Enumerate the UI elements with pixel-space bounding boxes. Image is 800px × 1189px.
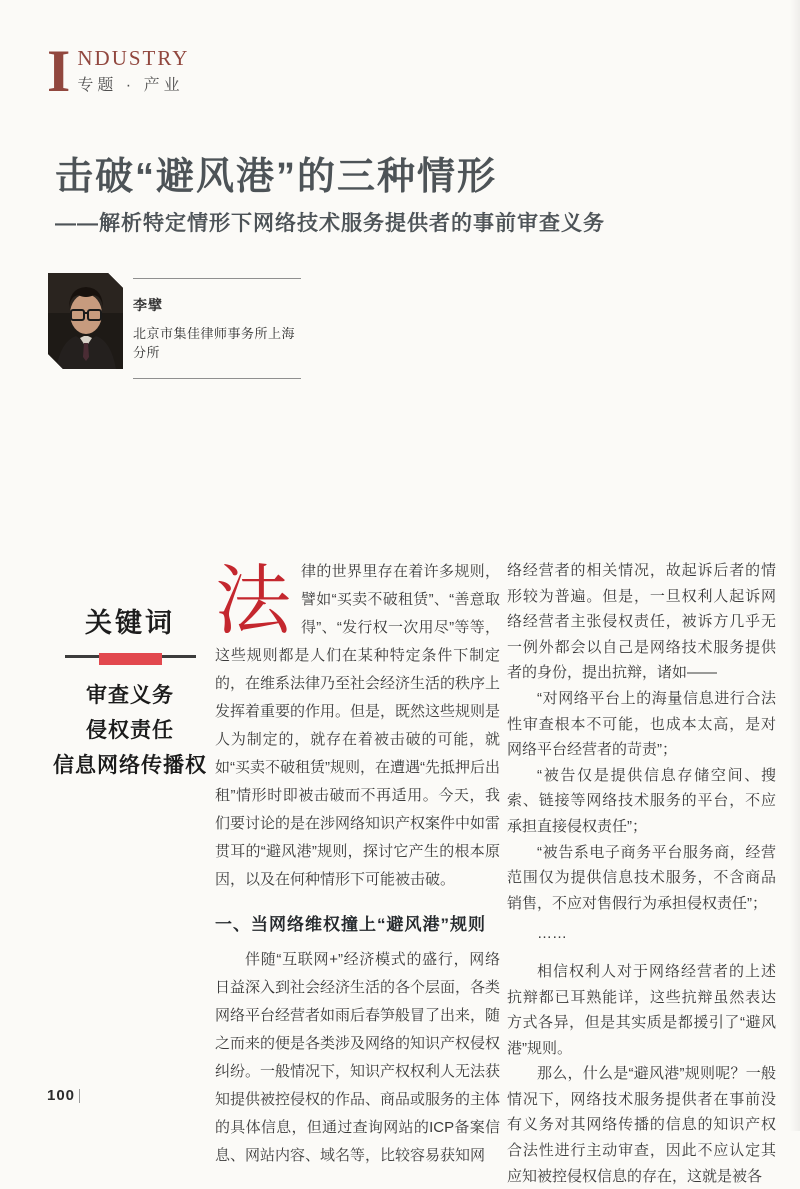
body-paragraph: 那么，什么是“避风港”规则呢？一般情况下，网络技术服务提供者在事前没有义务对其网络传播的信息的知识产权合法性进行主动审查，因此不应认定其应知被控侵权信息的存在，这就是被各 [507, 1065, 776, 1185]
body-paragraph: 伴随“互联网+”经济模式的盛行，网络日益深入到社会经济生活的各个层面，各类网络平台经营者如雨后春笋般冒了出来，随之而来的便是各类涉及网络的知识产权侵权纠纷。一般情况下，知识产权权利人无法获知提供被控侵权的作品、商品或服务的主体的具体信息，但通过查询网站的ICP备案信息、网站内容、域名等，比较容易获知网 [215, 951, 501, 1164]
keyword-item: 侵权责任 [86, 719, 174, 742]
ellipsis-line: …… [537, 925, 567, 943]
article-column-2 [507, 558, 776, 1189]
keywords-list [52, 678, 208, 783]
article-column-1 [215, 558, 500, 1170]
author-info [133, 278, 303, 379]
scan-edge-shading [790, 0, 800, 1131]
quote-paragraph: “被告仅是提供信息存储空间、搜索、链接等网络技术服务的平台，不应承担直接侵权责任”； [507, 766, 776, 835]
masthead-section-cn: 专题 · 产业 [77, 77, 184, 94]
masthead-initial: I [47, 38, 71, 104]
lead-paragraph [215, 558, 500, 894]
article-title: 击破“避风港”的三种情形 [55, 156, 498, 198]
keywords-rule [52, 650, 208, 666]
page-number-value: 100 [47, 1087, 76, 1104]
page-number [47, 1087, 80, 1104]
masthead [47, 38, 190, 104]
author-affiliation: 北京市集佳律师事务所上海分所 [133, 326, 296, 360]
keywords-rule-red-accent [99, 653, 162, 665]
masthead-text-block [77, 42, 189, 95]
quote-paragraph: “被告系电子商务平台服务商，经营范围仅为提供信息技术服务，不含商品销售，不应对售假行为承担侵权责任”； [507, 843, 776, 912]
dropcap-character: 法 [215, 560, 291, 644]
author-portrait-graphic [48, 273, 123, 369]
author-rule-top [133, 278, 301, 279]
author-rule-bottom [133, 378, 301, 379]
author-photo [48, 273, 123, 369]
section-heading: 一、当网络维权撞上“避风港”规则 [215, 915, 486, 934]
article-subtitle: ——解析特定情形下网络技术服务提供者的事前审查义务 [55, 212, 605, 235]
author-name: 李擘 [133, 297, 163, 313]
page-number-divider [79, 1089, 80, 1103]
keywords-heading: 关键词 [85, 608, 175, 638]
article-title-block [55, 155, 755, 237]
body-paragraph-continued: 络经营者的相关情况，故起诉后者的情形较为普遍。但是，一旦权利人起诉网络经营者主张侵权责任，被诉方几乎无一例外都会以自己是网络技术服务提供者的身份，提出抗辩，诸如—— [507, 562, 776, 682]
keywords-sidebar [52, 601, 208, 783]
keyword-item: 审查义务 [86, 684, 174, 707]
lead-paragraph-text: 律的世界里存在着许多规则，譬如“买卖不破租赁”、“善意取得”、“发行权一次用尽”等等，这些规则都是人们在某种特定条件下制定的，在维系法律乃至社会经济生活的秩序上发挥着重要的作用。但是，既然这些规则是人为制定的，就存在着被击破的可能，就如“买卖不破租赁”规则，在遭遇“先抵押后出租”情形时即被击破而不再适用。今天，我们要讨论的是在涉网络知识产权案件中如雷贯耳的“避风港”规则，探讨它产生的根本原因，以及在何种情形下可能被击破。 [215, 563, 501, 888]
masthead-section-en: NDUSTRY [77, 46, 190, 70]
keyword-item: 信息网络传播权 [53, 754, 207, 777]
quote-paragraph: “对网络平台上的海量信息进行合法性审查根本不可能，也成本太高，是对网络平台经营者的苛责”； [507, 689, 776, 759]
body-paragraph: 相信权利人对于网络经营者的上述抗辩都已耳熟能详，这些抗辩虽然表达方式各异，但是其实质是都援引了“避风港”规则。 [507, 962, 776, 1057]
